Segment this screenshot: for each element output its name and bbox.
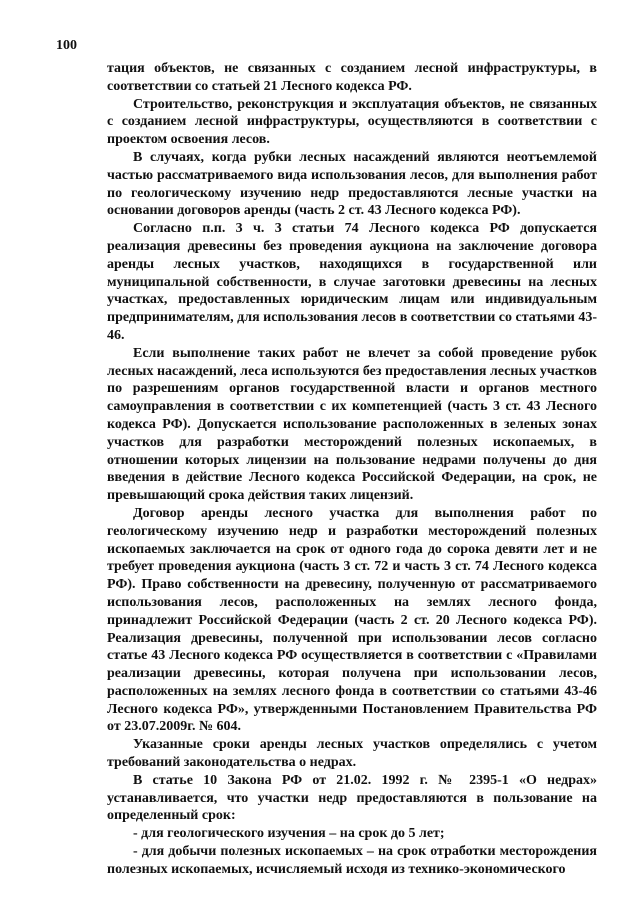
paragraph-continuation: тация объектов, не связанных с созданием лесной инфраструктуры, в соответствии со статьей 21 Лесного кодекса РФ. bbox=[107, 61, 597, 94]
document-body bbox=[107, 60, 597, 879]
paragraph: Если выполнение таких работ не влечет за собой проведение рубок лесных насаждений, леса используются без предоставления лесных участков по разрешениям органов государственной власти и органов местного самоуправления в соответствии с их компетенцией (часть 3 ст. 43 Лесного кодекса РФ). Допускается использование расположенных в зеленых зонах участков для разработки месторождений полезных ископаемых, в отношении которых лицензии на пользование недрами получены до дня введения в действие Лесного кодекса Российской Федерации, на срок, не превышающий срока действия таких лицензий. bbox=[107, 345, 597, 504]
paragraph: Договор аренды лесного участка для выполнения работ по геологическому изучению недр и разработки месторождений полезных ископаемых заключается на срок от одного года до сорока девяти лет и не требует проведения аукциона (часть 3 ст. 72 и часть 3 ст. 74 Лесного кодекса РФ). Право собственности на древесину, полученную от рассматриваемого использования лесов, расположенных на землях лесного фонда, принадлежит Российской Федерации (часть 2 ст. 20 Лесного кодекса РФ). Реализация древесины, полученной при использовании лесов согласно статье 43 Лесного кодекса РФ осуществляется в соответствии с «Правилами реализации древесины, которая получена при использовании лесов, расположенных на землях лесного фонда в соответствии со статьями 43-46 Лесного кодекса РФ», утвержденными Постановлением Правительства РФ от 23.07.2009г. № 604. bbox=[107, 505, 597, 735]
paragraph: В статье 10 Закона РФ от 21.02. 1992 г. № 2395-1 «О недрах» устанавливается, что участки недр предоставляются в пользование на определенный срок: bbox=[107, 772, 597, 824]
paragraph: Указанные сроки аренды лесных участков определялись с учетом требований законодательства о недрах. bbox=[107, 737, 597, 771]
list-item: - для геологического изучения – на срок до 5 лет; bbox=[133, 826, 445, 842]
page-number: 100 bbox=[56, 38, 77, 53]
paragraph: В случаях, когда рубки лесных насаждений являются неотъемлемой частью рассматриваемого вида использования лесов, для выполнения работ по геологическому изучению недр предоставляются лесные участки на основании договоров аренды (часть 2 ст. 43 Лесного кодекса РФ). bbox=[107, 149, 597, 219]
list-item: - для добычи полезных ископаемых – на срок отработки месторождения полезных ископаемых, исчисляемый исходя из технико-экономического bbox=[107, 844, 597, 877]
paragraph: Строительство, реконструкция и эксплуатация объектов, не связанных с созданием лесной инфраструктуры, осуществляются в соответствии с проектом освоения лесов. bbox=[107, 96, 597, 148]
paragraph: Согласно п.п. 3 ч. 3 статьи 74 Лесного кодекса РФ допускается реализация древесины без проведения аукциона на заключение договора аренды лесных участков, находящихся в государственной или муниципальной собственности, в случае заготовки древесины на лесных участках, предоставленных юридическим лицам или индивидуальным предпринимателям, для использования лесов в соответствии со статьями 43-46. bbox=[107, 221, 598, 343]
